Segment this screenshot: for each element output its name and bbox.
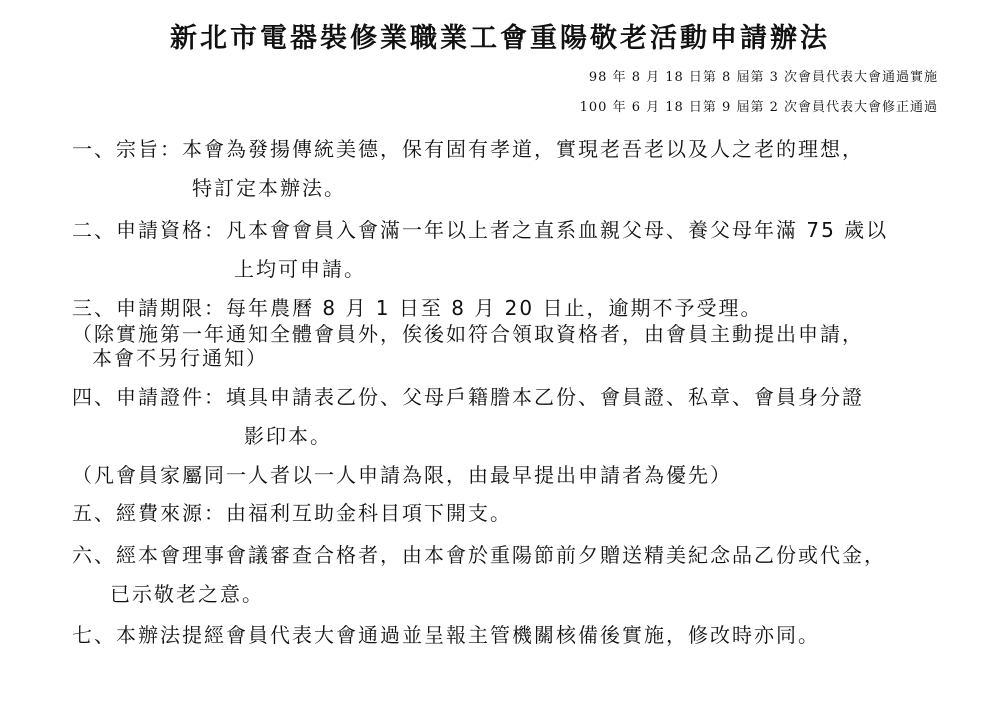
item-5-line-1: 五、經費來源：由福利互助金科目項下開支。: [72, 501, 512, 525]
item-3-line-1: 三、申請期限：每年農曆 8 月 1 日至 8 月 20 日止，逾期不予受理。: [72, 296, 763, 320]
approval-note-2: 100 年 6 月 18 日第 9 屆第 2 次會員代表大會修正通過: [579, 100, 938, 115]
document-title: 新北市電器裝修業職業工會重陽敬老活動申請辦法: [170, 23, 830, 54]
item-1-line-1: 一、宗旨：本會為發揚傳統美德，保有固有孝道，實現老吾老以及人之老的理想，: [72, 137, 864, 161]
item-2-line-2: 上均可申請。: [234, 257, 366, 281]
item-6-line-1: 六、經本會理事會議審查合格者，由本會於重陽節前夕贈送精美紀念品乙份或代金，: [72, 543, 886, 567]
item-2-line-1: 二、申請資格：凡本會會員入會滿一年以上者之直系血親父母、養父母年滿 75 歲以: [72, 218, 889, 242]
item-7-line-1: 七、本辦法提經會員代表大會通過並呈報主管機關核備後實施，修改時亦同。: [72, 623, 820, 647]
item-4-note: （凡會員家屬同一人者以一人申請為限，由最早提出申請者為優先）: [72, 463, 732, 487]
item-4-line-2: 影印本。: [244, 424, 332, 448]
item-1-line-2: 特訂定本辦法。: [192, 176, 346, 200]
item-6-line-2: 已示敬老之意。: [110, 582, 264, 606]
approval-note-1: 98 年 8 月 18 日第 8 屆第 3 次會員代表大會通過實施: [588, 70, 938, 85]
item-4-line-1: 四、申請證件：填具申請表乙份、父母戶籍謄本乙份、會員證、私章、會員身分證: [72, 385, 864, 409]
item-3-note-2: 本會不另行通知）: [92, 346, 268, 370]
item-3-note-1: （除實施第一年通知全體會員外，俟後如符合領取資格者，由會員主動提出申請，: [72, 322, 864, 346]
